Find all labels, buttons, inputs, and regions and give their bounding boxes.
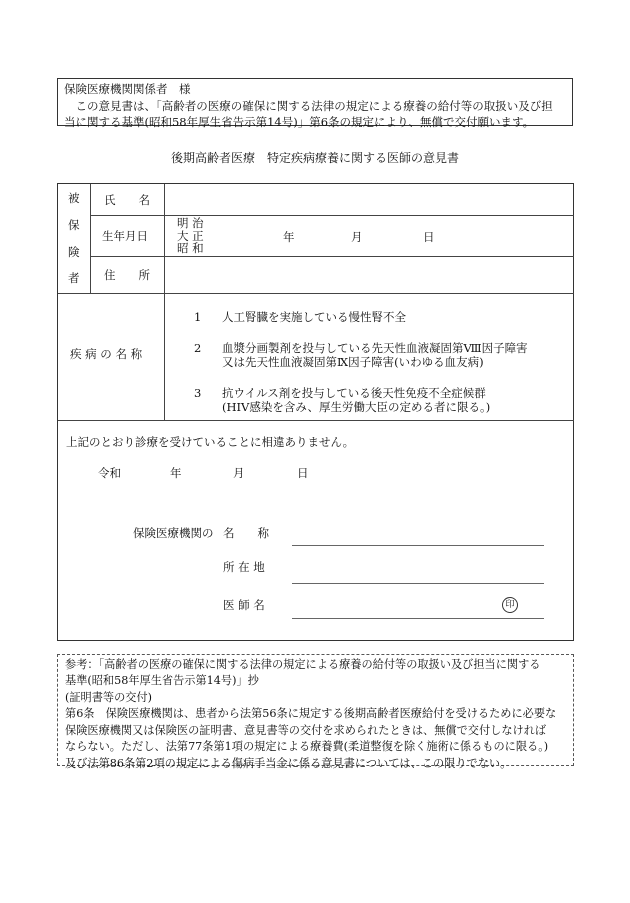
reference-line-3: (証明書等の交付) (65, 690, 153, 704)
institution-name-line[interactable] (292, 545, 544, 546)
insured-group-char-1: 被 (68, 191, 80, 205)
cert-month-unit: 月 (233, 466, 245, 480)
birth-day-unit: 日 (423, 230, 435, 244)
notice-body-line-1: この意見書は、「高齢者の医療の確保に関する法律の規定による療養の給付等の取扱い及び担 (64, 98, 553, 113)
opinion-form-table (57, 183, 574, 641)
era-options[interactable] (177, 217, 204, 255)
seal-mark-icon: 印 (502, 597, 518, 613)
certification-statement: 上記のとおり診療を受けていることに相違ありません。 (66, 435, 355, 449)
disease-item-1-number: 1 (194, 310, 202, 324)
reference-line-4: 第6条 保険医療機関は、患者から法第56条に規定する後期高齢者医療給付を受けるために必要な (65, 707, 557, 721)
row-divider-name (90, 215, 574, 216)
col-divider-label (164, 184, 165, 420)
birth-year-unit: 年 (283, 230, 295, 244)
doctor-name-label: 医 師 名 (223, 598, 265, 612)
cert-day-unit: 日 (297, 466, 309, 480)
reference-line-2: 基準(昭和58年厚生省告示第14号)」抄 (65, 674, 259, 688)
notice-addressee: 保険医療機関関係者 様 (64, 82, 191, 96)
reference-line-6: ならない。ただし、法第77条第1項の規定による療養費(柔道整復を除く施術に係るものに限る。) (65, 740, 549, 754)
disease-item-2-number: 2 (194, 341, 202, 355)
institution-name-label: 名 称 (223, 526, 269, 540)
name-field[interactable] (170, 187, 568, 213)
reference-line-1: 参考：「高齢者の医療の確保に関する法律の規定による療養の給付等の取扱い及び担当に関する (65, 658, 541, 671)
era-meiji[interactable]: 明 治 (177, 216, 204, 230)
era-showa[interactable]: 昭 和 (177, 241, 204, 255)
reference-line-5: 保険医療機関又は保険医の証明書、意見書等の交付を求められたときは、無償で交付しなければ (65, 723, 547, 737)
institution-label: 保険医療機関の (133, 526, 214, 540)
birth-month-unit: 月 (351, 230, 363, 244)
reference-box (57, 654, 574, 770)
era-taisho[interactable]: 大 正 (177, 228, 204, 243)
insured-group-char-4: 者 (68, 271, 80, 285)
row-divider-disease (58, 420, 574, 421)
notice-body-line-2: 当に関する基準(昭和58年厚生省告示第14号)」第6条の規定により、無償で交付願います。 (64, 115, 535, 130)
birthdate-label: 生年月日 (102, 229, 148, 243)
reference-line-7: 及び法第86条第2項の規定による傷病手当金に係る意見書については、この限りでない。 (65, 756, 512, 770)
disease-item-2-line-1: 血漿分画製剤を投与している先天性血液凝固第Ⅷ因子障害 (222, 341, 528, 355)
insured-group-char-2: 保 (68, 218, 80, 232)
document-title: 後期高齢者医療 特定疾病療養に関する医師の意見書 (170, 151, 459, 165)
doctor-name-line[interactable] (292, 618, 544, 619)
notice-box (57, 78, 573, 130)
cert-year-unit: 年 (170, 466, 182, 480)
name-label: 氏 名 (104, 193, 150, 207)
disease-item-1-line-1: 人工腎臓を実施している慢性腎不全 (222, 310, 406, 324)
col-divider-group (90, 184, 91, 293)
address-field[interactable] (170, 260, 568, 288)
disease-label: 疾 病 の 名 称 (70, 347, 143, 361)
row-divider-insured (58, 293, 574, 294)
row-divider-birth (90, 256, 574, 257)
location-label: 所 在 地 (223, 560, 265, 574)
address-label: 住 所 (104, 268, 150, 282)
insured-group-char-3: 険 (68, 245, 80, 259)
disease-item-2-line-2: 又は先天性血液凝固第Ⅸ因子障害(いわゆる血友病) (222, 355, 484, 369)
disease-item-3-line-2: (HIV感染を含み、厚生労働大臣の定める者に限る。) (222, 400, 491, 414)
disease-item-3-number: 3 (194, 386, 202, 400)
cert-era-label: 令和 (98, 466, 121, 480)
disease-item-3-line-1: 抗ウイルス剤を投与している後天性免疫不全症候群 (222, 386, 486, 400)
location-line[interactable] (292, 583, 544, 584)
